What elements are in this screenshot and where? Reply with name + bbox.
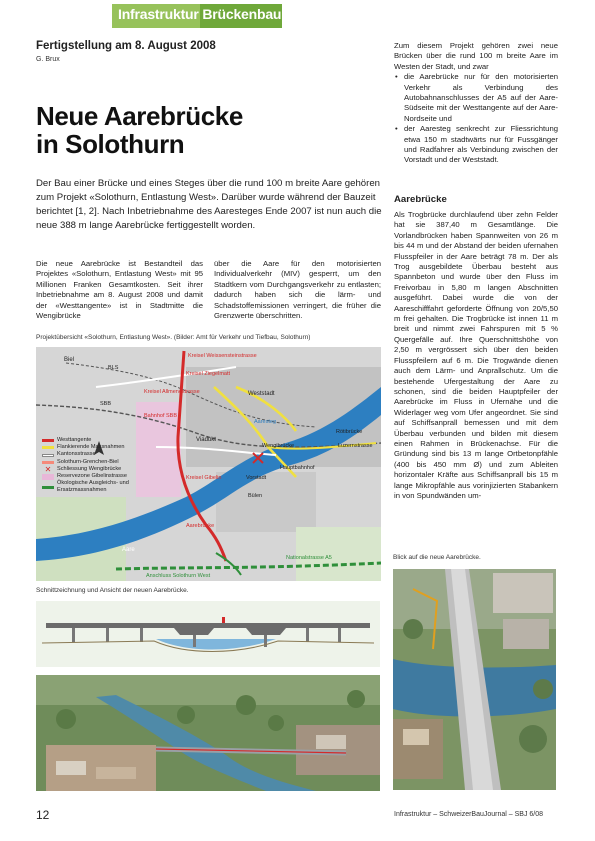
- map-label-viadukt: Viadukt: [196, 437, 216, 443]
- map-legend: [42, 437, 134, 495]
- map-label-bahnhof: Bahnhof SBB: [144, 413, 178, 419]
- legend-item: Flankierende Massnahmen: [42, 444, 134, 451]
- legend-swatch: [42, 439, 54, 442]
- aerial-photo-city: [36, 675, 380, 791]
- section-caption: Schnittzeichnung und Ansicht der neuen Aarebrücke.: [36, 587, 189, 594]
- legend-item: Kantonsstrasse: [42, 451, 134, 458]
- section-heading: Aarebrücke: [394, 194, 447, 205]
- map-label-biel: Biel: [64, 357, 75, 363]
- map-label-aarebruecke: Aarebrücke: [186, 523, 215, 529]
- section-svg: [36, 601, 380, 667]
- legend-item: Ökologische Ausgleichs- und Ersatzmassnahmen: [42, 480, 134, 494]
- map-label-kreisel-ziegelmatt: Kreisel Ziegelmatt: [186, 371, 231, 377]
- map-label-vorstadt: Vorstadt: [246, 475, 267, 481]
- section-body: Als Trogbrücke durchlaufend über zehn Felder hat sie 387,40 m Gesamtlänge. Die Vorlandbrücken haben Spannweiten von 26 m bis 44 m und der Abstand der beiden ufernahen Flusspfeiler in der Aare beträgt 78 m. Der als Trog ausgebildete Überbau besteht aus Spannbeton und wurde über den Fluss im Freivorbau in 5,80 m langen Abschnitten ausgeführt. Dabei wurde die von der Aareschifffahrt geforderte Öffnung von 20/5,50 m frei gehalten. Die Trogbrücke ist innen 11 m breit und nimmt zwei Fahrspuren mit 5 % Quergefälle auf. Ihre Querschnittshöhe von 2,50 m vergrössert sich über den beiden Flusspfeilern auf 6 m. Die Trogwände dienen auch dem Lärm- und Anprallschutz. Um die bestehende Ufergestaltung der Aare zu schonen, sind die beiden Hauptpfeiler der Aarebrücke im Fluss in Ufernähe und die Widerlager weg vom Ufer angeordnet. Sie sind auf Schiffsanprall bemessen und mit dem Überbau verbunden und bilden mit diesem einen Rahmen in Brückenachse. Für die Gründung sind bis 13 m lange Ortbetonpfähle (400 bis 450 mm Ø) und zum Ableiten horizontaler Kräfte aus Schiffsanprall bis 15 m lange Mikropfähle aus vorinjizierten Stabankern in von Spundwänden um-: [394, 210, 558, 500]
- photo-caption: Blick auf die neue Aarebrücke.: [393, 554, 481, 561]
- map-label-hauptbahnhof: Hauptbahnhof: [280, 465, 315, 471]
- legend-item: Reservezone Gibelinstrasse: [42, 473, 134, 480]
- legend-swatch: [42, 474, 54, 480]
- aerial-photo-bridge: [393, 569, 556, 790]
- aerial-bridge-svg: [393, 569, 556, 790]
- body-column-1: Die neue Aarebrücke ist Bestandteil das Projektes «Solothurn, Entlastung West» mit 95 Millionen Franken Gesamtkosten. Seit ihrer Inbetriebnahme am 8. August 2008 und damit der «Westtangente» ist in Stadtmitte die Wengibrücke: [36, 259, 203, 321]
- map-label-aare: Aare: [122, 547, 135, 553]
- legend-swatch: [42, 446, 54, 449]
- map-label-sbb: SBB: [100, 401, 112, 407]
- map-label-buelen: Bülen: [248, 493, 263, 499]
- legend-swatch: [42, 461, 54, 464]
- map-label-kreisel-allmend: Kreisel Allmendstrasse: [144, 389, 200, 395]
- aerial-city-svg: [36, 675, 380, 791]
- body-column-2: über die Aare für den motorisierten Individualverkehr (MIV) gesperrt, um den Stadtkern vom Durchgangsverkehr zu entlasten; dadurch haben sich die lärm- und Schadstoffemissionen verringert, die früher die Grenzwerte überschritten.: [214, 259, 381, 321]
- title-line-1: Neue Aarebrücke: [36, 101, 243, 131]
- legend-item: Solothurn-Grenchen-Biel: [42, 459, 134, 466]
- map-caption: Projektübersicht «Solothurn, Entlastung West». (Bilder: Amt für Verkehr und Tiefbau, Solothurn): [36, 334, 311, 341]
- bullet-item: • der Aaresteg senkrecht zur Fliessrichtung etwa 150 m stadtwärts nur für Fussgänger und Radfahrer als Verbindung zwischen der Vorstadt und der Weststadt.: [394, 124, 558, 166]
- page-number: 12: [36, 808, 50, 822]
- article-title: [36, 102, 366, 158]
- map-label-kreisel-gibelin: Kreisel Gibelin: [186, 475, 222, 481]
- map-label-bls: BLS: [108, 365, 119, 371]
- title-line-2: in Solothurn: [36, 129, 185, 159]
- legend-item: ✕ Schliessung Wengibrücke: [42, 466, 134, 473]
- legend-swatch: [42, 454, 54, 457]
- map-label-anschluss: Anschluss Solothurn West: [146, 573, 211, 579]
- cross-icon: ✕: [44, 464, 52, 474]
- map-label-nationalstrasse: Nationalstrasse A5: [286, 555, 332, 561]
- bullet-item: • die Aarebrücke nur für den motorisierten Verkehr als Verbindung des Autobahnanschlusses der A5 auf der Aare-Südseite mit der Westtangente auf der Aare-Nordseite und: [394, 72, 558, 124]
- right-column-intro: [394, 41, 558, 166]
- article-lead: Der Bau einer Brücke und eines Steges über die rund 100 m breite Aare gehören zum Projekt «Solothurn, Entlastung West». Darüber wurde während der Bauzeit berichtet [1, 2]. Nach Inbetriebnahme des Aaresteges Ende 2007 ist nun auch die neue 388 m lange Aarebrücke fertiggestellt worden.: [36, 178, 382, 231]
- map-label-luzernstrasse: Luzernstrasse: [338, 443, 373, 449]
- header-title: [118, 6, 281, 22]
- map-label-roetibruecke: Rötibrücke: [336, 429, 363, 435]
- section-drawing: [36, 601, 380, 667]
- map-label-weststadt: Weststadt: [248, 391, 275, 397]
- article-subtitle: Fertigstellung am 8. August 2008: [36, 40, 216, 52]
- map-label-kreisel-weissenstein: Kreisel Weissensteinstrasse: [188, 353, 257, 359]
- bullet-list: [394, 72, 558, 166]
- right-intro-text: Zum diesem Projekt gehören zwei neue Brücken über die rund 100 m breite Aare im Westen der Stadt, und zwar: [394, 41, 558, 71]
- publication-footer: Infrastruktur – SchweizerBauJournal – SBJ 6/08: [394, 811, 544, 818]
- article-author: G. Brux: [36, 56, 60, 63]
- map-label-wengibruecke: Wengibrücke: [262, 443, 294, 449]
- header-category: Infrastruktur: [118, 6, 199, 22]
- legend-item: Westtangente: [42, 437, 134, 444]
- header-subcategory: Brückenbau: [202, 6, 282, 22]
- legend-swatch: [42, 486, 54, 489]
- map-label-aaresteg: Aaresteg: [254, 419, 277, 425]
